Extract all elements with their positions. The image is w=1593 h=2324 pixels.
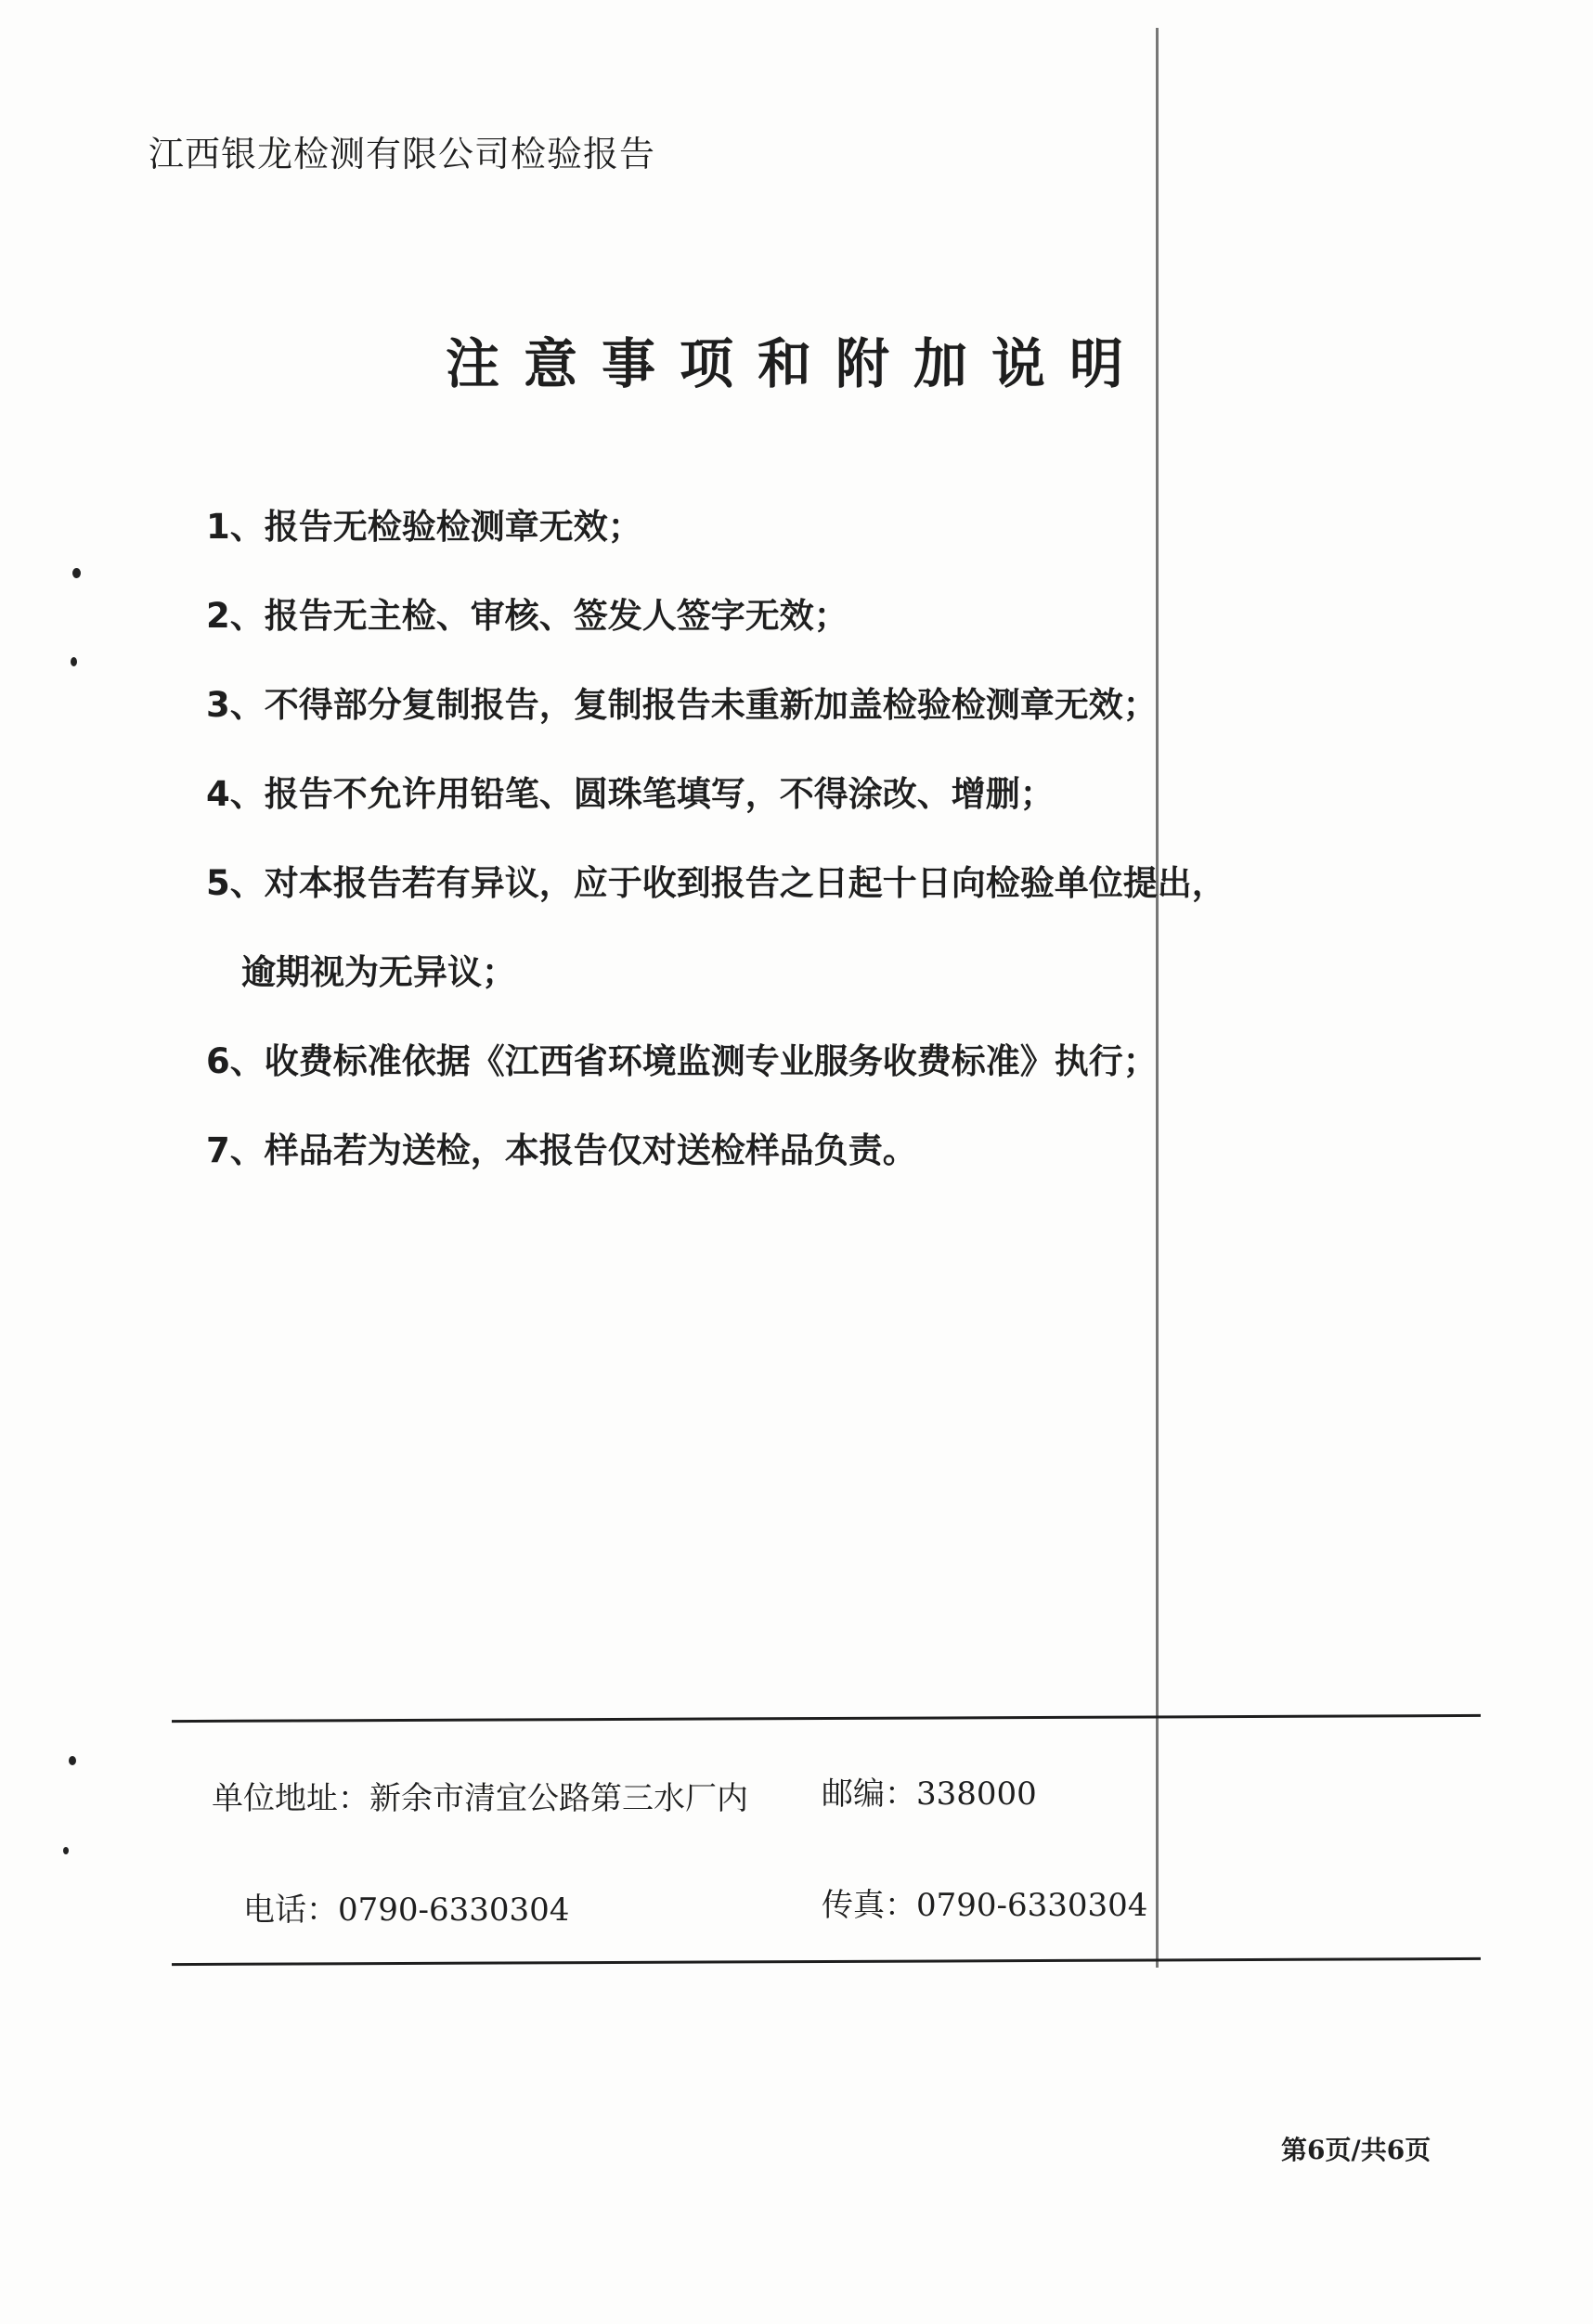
- footer-phone: 电话：0790-6330304: [243, 1891, 570, 1929]
- note-item-5: 5、对本报告若有异议，应于收到报告之日起十日向检验单位提出，: [206, 863, 1226, 903]
- note-item-2: 2、报告无主检、审核、签发人签字无效；: [206, 596, 848, 636]
- footer-postcode: 邮编：338000: [822, 1775, 1037, 1813]
- note-item-5-continuation: 逾期视为无异议；: [241, 952, 516, 992]
- document-title: 注意事项和附加说明: [446, 332, 1148, 395]
- notes-list: [206, 483, 1226, 1195]
- footer-address: 单位地址：新余市清宜公路第三水厂内: [212, 1780, 748, 1817]
- footer-fax: 传真：0790-6330304: [822, 1887, 1148, 1924]
- note-item-3: 3、不得部分复制报告，复制报告未重新加盖检验检测章无效；: [206, 685, 1158, 725]
- company-report-header: 江西银龙检测有限公司检验报告: [149, 134, 656, 174]
- scan-speck: [71, 657, 77, 666]
- note-item-6: 6、收费标准依据《江西省环境监测专业服务收费标准》执行；: [206, 1041, 1158, 1081]
- page-number: 第6页/共6页: [1281, 2135, 1431, 2165]
- scan-speck: [69, 1756, 76, 1765]
- note-item-1: 1、报告无检验检测章无效；: [206, 507, 642, 547]
- note-item-7: 7、样品若为送检，本报告仅对送检样品负责。: [206, 1130, 917, 1170]
- scan-speck: [63, 1847, 69, 1854]
- note-item-4: 4、报告不允许用铅笔、圆珠笔填写，不得涂改、增删；: [206, 774, 1055, 814]
- scan-speck: [72, 568, 81, 578]
- footer-bottom-rule: [172, 1957, 1481, 1966]
- footer-top-rule: [172, 1714, 1481, 1723]
